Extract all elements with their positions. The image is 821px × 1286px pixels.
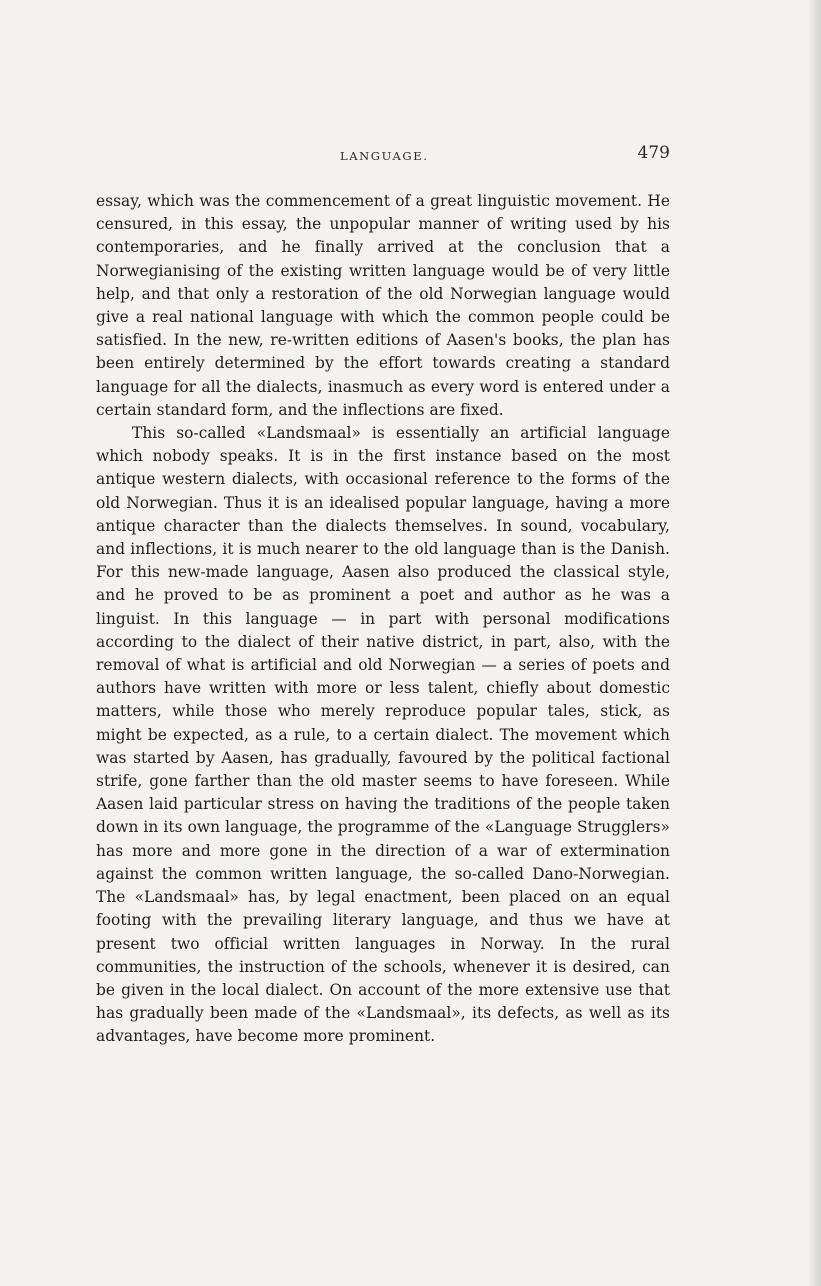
body-text <box>96 190 670 1049</box>
paragraph-landsmaal: This so-called «Landsmaal» is essentially an artificial language which nobody speaks. It is in the first instance based on the most antique western dialects, with occasional reference to the forms of the old Norwegian. Thus it is an idealised popular language, having a more antique character than the dialects themselves. In sound, vocabulary, and inflections, it is much nearer to the old language than is the Danish. For this new-made language, Aasen also produced the classical style, and he proved to be as prominent a poet and author as he was a linguist. In this language — in part with personal modifications according to the dialect of their native district, in part, also, with the removal of what is artificial and old Norwegian — a series of poets and authors have written with more or less talent, chiefly about domestic matters, while those who merely reproduce popular tales, stick, as might be expected, as a rule, to a certain dialect. The movement which was started by Aasen, has gradually, favoured by the political factional strife, gone farther than the old master seems to have foreseen. While Aasen laid particular stress on having the traditions of the people taken down in its own language, the programme of the «Language Strugglers» has more and more gone in the direction of a war of extermination against the common written language, the so-called Dano-Norwegian. The «Landsmaal» has, by legal enactment, been placed on an equal footing with the prevailing literary language, and thus we have at present two official written languages in Norway. In the rural communities, the instruction of the schools, whenever it is desired, can be given in the local dialect. On account of the more extensive use that has gradually been made of the «Landsmaal», its defects, as well as its advantages, have become more prominent. <box>96 424 670 1046</box>
paragraph-continuation: essay, which was the commencement of a great linguistic movement. He censured, in this essay, the unpopular manner of writing used by his contemporaries, and he finally arrived at the conclusion that a Norwegianising of the existing written language would be of very little help, and that only a restoration of the old Norwegian language would give a real national language with which the common people could be satisfied. In the new, re-written editions of Aasen's books, the plan has been entirely determined by the effort towards creating a standard language for all the dialects, inasmuch as every word is entered under a certain standard form, and the inflections are fixed. <box>96 192 670 419</box>
running-head: LANGUAGE. <box>340 149 429 163</box>
page-header <box>96 143 670 167</box>
page-number: 479 <box>637 143 670 163</box>
page-edge-shadow <box>807 0 821 1286</box>
